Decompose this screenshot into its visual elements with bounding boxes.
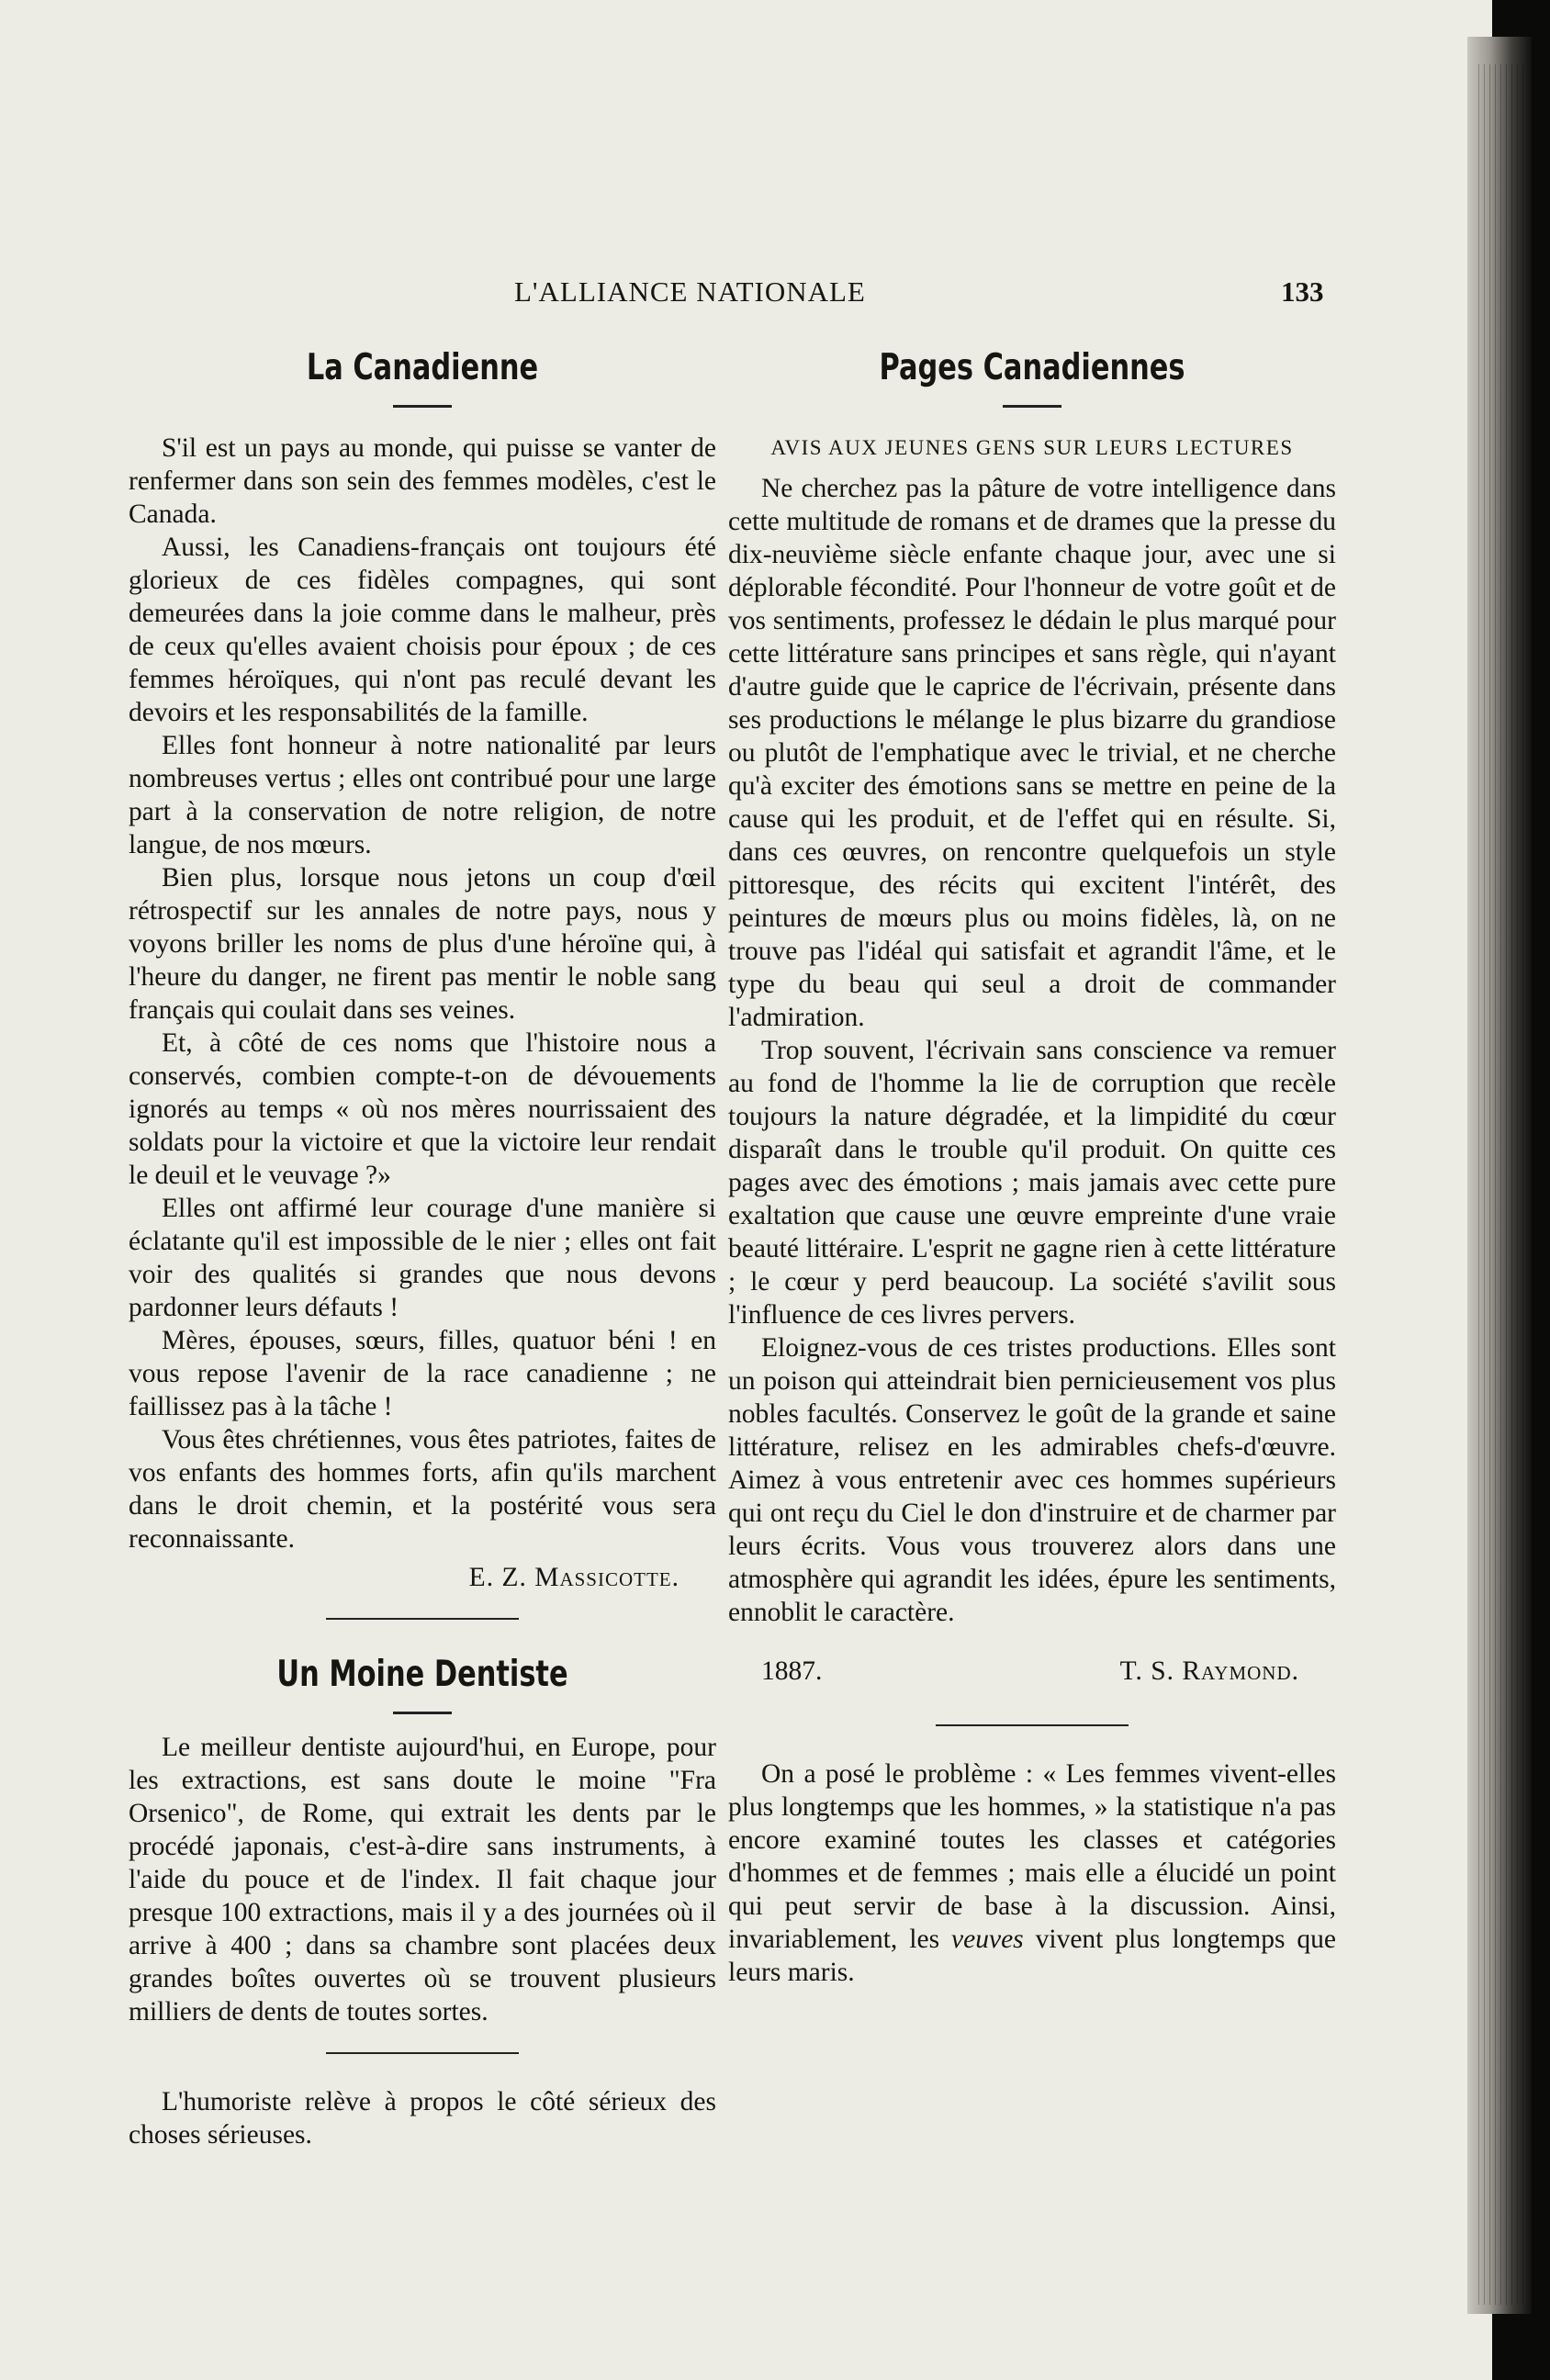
paragraph: Ne cherchez pas la pâture de votre intelligence dans cette multitude de romans et de drames que la presse du dix-neuvième siècle enfante chaque jour, avec une si déplorable fécondité. Pour l'honneur de votre goût et de vos sentiments, professez le dédain le plus marqué pour cette littérature sans principes et sans règle, qui n'ayant d'autre guide que le caprice de l'écrivain, présente dans ses productions le mélange le plus bizarre du grandiose ou plutôt de l'emphatique avec le trivial, et ne cherche qu'à exciter des émotions sans se mettre en peine de la cause qui les produit, et de l'effet qui en résulte. Si, dans ces œuvres, on rencontre quelquefois un style pittoresque, des récits qui excitent l'intérêt, des peintures de mœurs plus ou moins fidèles, là, on ne trouve pas l'idéal qui satisfait et agrandit l'âme, et le type du beau qui seul a droit de commander l'admiration. <box>728 474 1336 1032</box>
article-subtitle: AVIS AUX JEUNES GENS SUR LEURS LECTURES <box>770 436 1294 459</box>
paragraph: Et, à côté de ces noms que l'histoire nous a conservés, combien compte-t-on de dévouements ignorés au temps « où nos mères nourrissaient des soldats pour la victoire et que la victoire leur rendait le deuil et le veuvage ?» <box>129 1028 716 1190</box>
article-title-un-moine-dentiste: Un Moine Dentiste <box>276 1654 568 1695</box>
paragraph: Eloignez-vous de ces tristes productions. Elles sont un poison qui atteindrait bien pernicieusement vos plus nobles facultés. Conservez le goût de la grande et saine littérature, relisez en les admirables chefs-d'œuvre. Aimez à vous entretenir avec ces hommes supérieurs qui ont reçu du Ciel le don d'instruire et de charmer par leurs écrits. Vous vous trouverez alors dans une atmosphère qui agrandit les idées, épure les sentiments, ennoblit le caractère. <box>728 1333 1336 1627</box>
author-signature: E. Z. Massicotte. <box>468 1563 680 1592</box>
paragraph: Mères, épouses, sœurs, filles, quatuor béni ! en vous repose l'avenir de la race canadienne ; ne faillissez pas à la tâche ! <box>129 1326 716 1421</box>
paragraph: Elles ont affirmé leur courage d'une manière si éclatante qu'il est impossible de le nier ; elles ont fait voir des qualités si grandes que nous devons pardonner leurs défauts ! <box>129 1194 716 1322</box>
section-divider <box>936 1724 1129 1726</box>
title-rule <box>393 1712 452 1714</box>
paragraph: Le meilleur dentiste aujourd'hui, en Europe, pour les extractions, est sans doute le moine "Fra Orsenico", de Rome, qui extrait les dents par le procédé japonais, c'est-à-dire sans instruments, à l'aide du pouce et de l'index. Il fait chaque jour presque 100 extractions, mais il y a des journées où il arrive à 400 ; dans sa chambre sont placées deux grandes boîtes ouvertes où se trouvent plusieurs milliers de dents de toutes sortes. <box>129 1733 716 2026</box>
article-title-la-canadienne: La Canadienne <box>306 347 539 388</box>
right-column <box>728 344 1336 1989</box>
paragraph: Vous êtes chrétiennes, vous êtes patriotes, faites de vos enfants des hommes forts, afin qu'ils marchent dans le droit chemin, et la postérité vous sera reconnaissante. <box>129 1425 716 1554</box>
title-rule <box>393 405 452 408</box>
title-rule <box>1003 405 1061 408</box>
running-head <box>0 275 1492 312</box>
paragraph-text: On a posé le problème : « Les femmes vivent-elles plus longtemps que les hommes, » la statistique n'a pas encore examiné toutes les classes et catégories d'hommes et de femmes ; mais elle a élucidé un point qui peut servir de base à la discussion. Ainsi, invariablement, les <box>728 1759 1336 1954</box>
section-divider <box>326 1618 519 1620</box>
article-title-pages-canadiennes: Pages Canadiennes <box>879 347 1185 388</box>
paragraph: S'il est un pays au monde, qui puisse se vanter de renfermer dans son sein des femmes modèles, c'est le Canada. <box>129 433 716 529</box>
left-column <box>129 344 716 2151</box>
paragraph: Elles font honneur à notre nationalité par leurs nombreuses vertus ; elles ont contribué pour une large part à la conservation de notre religion, de notre langue, de nos mœurs. <box>129 731 716 859</box>
paragraph: Trop souvent, l'écrivain sans conscience va remuer au fond de l'homme la lie de corruption que recèle toujours la nature dégradée, et la limpidité du cœur disparaît dans le trouble qu'il produit. On quitte ces pages avec des émotions ; mais jamais avec cette pure exaltation que cause une œuvre empreinte d'une vraie beauté littéraire. L'esprit ne gagne rien à cette littérature ; le cœur y perd beaucoup. La société s'avilit sous l'influence de ces livres pervers. <box>728 1036 1336 1330</box>
journal-title: L'ALLIANCE NATIONALE <box>514 275 866 308</box>
paragraph: Bien plus, lorsque nous jetons un coup d'œil rétrospectif sur les annales de notre pays, nous y voyons briller les noms de plus d'une héroïne qui, à l'heure du danger, ne firent pas mentir le noble sang français qui coulait dans ses veines. <box>129 863 716 1025</box>
paragraph <box>728 1757 1336 1989</box>
section-divider <box>326 2052 519 2054</box>
page-number: 133 <box>1281 275 1324 308</box>
paragraph: Aussi, les Canadiens-français ont toujours été glorieux de ces fidèles compagnes, qui sont demeurées dans la joie comme dans le malheur, près de ceux qu'elles avaient choisis pour époux ; de ces femmes héroïques, qui n'ont pas reculé devant les devoirs et les responsabilités de la famille. <box>129 533 716 727</box>
year: 1887. <box>761 1656 823 1686</box>
paragraph: L'humoriste relève à propos le côté sérieux des choses sérieuses. <box>129 2087 716 2150</box>
author-signature: T. S. Raymond. <box>1119 1656 1299 1686</box>
stacked-pages-texture <box>1478 64 1524 2305</box>
signature-row <box>761 1655 1299 1688</box>
paragraph-text: vivent plus longtemps que leurs maris. <box>728 1925 1337 1987</box>
italic-word: veuves <box>951 1925 1024 1954</box>
